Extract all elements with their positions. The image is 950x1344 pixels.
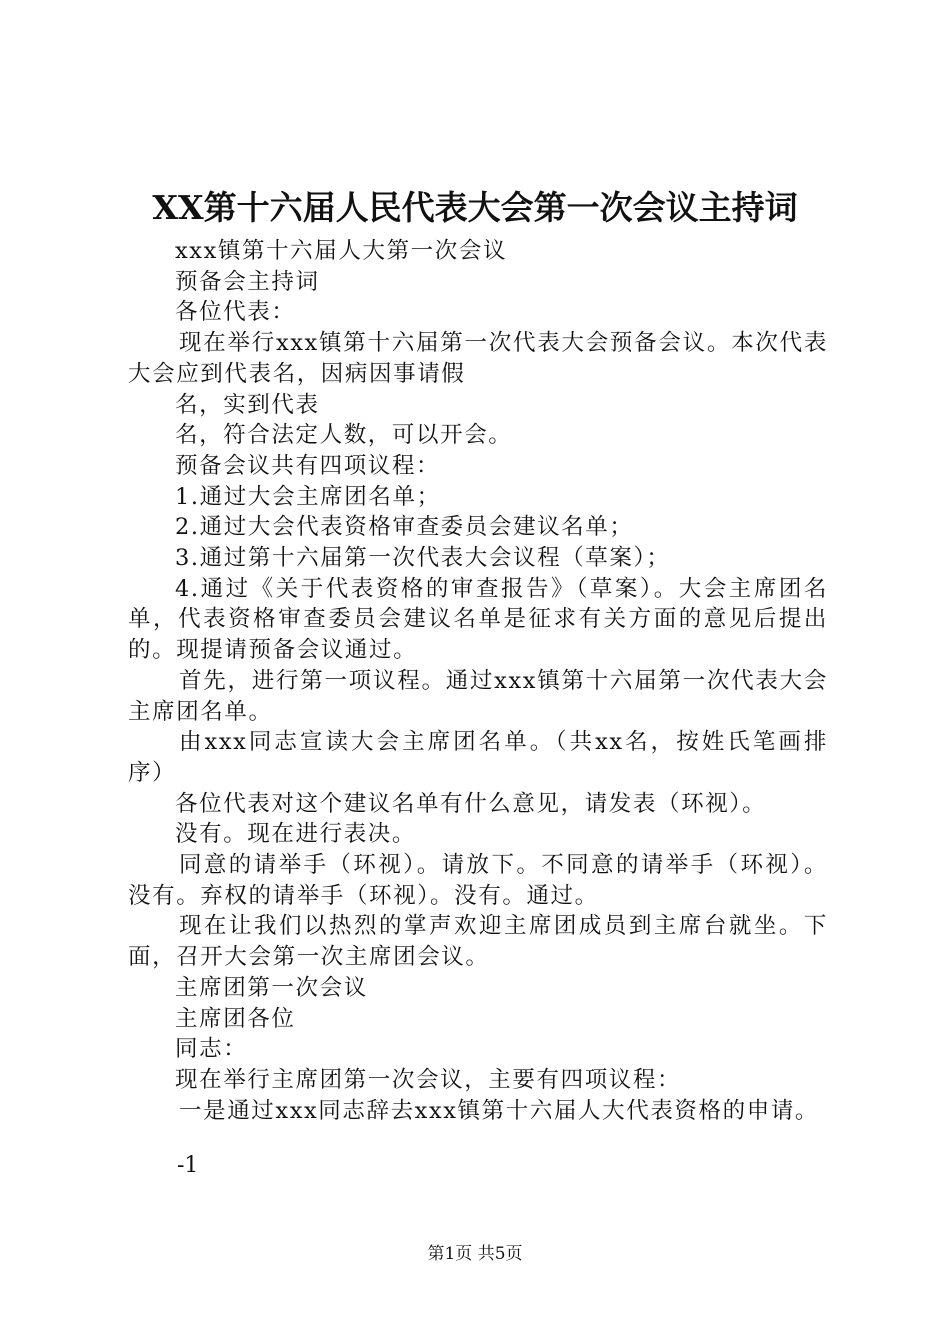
paragraph-1: xxx镇第十六届人大第一次会议 [175,238,508,264]
document-title: XX第十六届人民代表大会第一次会议主持词 [152,188,798,227]
paragraph-4: 现在举行xxx镇第十六届第一次代表大会预备会议。本次代表大会应到代表名，因病因事请假 [128,330,828,387]
paragraph-9: 2.通过大会代表资格审查委员会建议名单； [175,514,634,541]
paragraph-18: 主席团第一次会议 [175,974,368,1001]
paragraph-19: 主席团各位 [175,1005,296,1032]
document-body [128,236,828,1126]
paragraph-16: 同意的请举手（环视）。请放下。不同意的请举手（环视）。没有。弃权的请举手（环视）。没有。通过。 [128,852,828,909]
paragraph-5: 名，实到代表 [175,391,320,418]
page-footer: 第1页 共5页 [427,1244,523,1264]
paragraph-22: 一是通过xxx同志辞去xxx镇第十六届人大代表资格的申请。 [179,1097,820,1124]
page-mark: -1 [177,1153,199,1178]
paragraph-7: 预备会议共有四项议程： [175,452,441,479]
paragraph-14: 各位代表对这个建议名单有什么意见，请发表（环视）。 [175,790,767,817]
paragraph-6: 名，符合法定人数，可以开会。 [175,422,513,449]
paragraph-2: 预备会主持词 [175,268,320,295]
paragraph-21: 现在举行主席团第一次会议，主要有四项议程： [175,1066,682,1093]
paragraph-15: 没有。现在进行表决。 [175,821,417,848]
paragraph-12: 首先，进行第一项议程。通过xxx镇第十六届第一次代表大会主席团名单。 [128,667,828,725]
paragraph-10: 3.通过第十六届第一次代表大会议程（草案）； [175,545,671,572]
paragraph-20: 同志： [175,1036,248,1063]
paragraph-17: 现在让我们以热烈的掌声欢迎主席团成员到主席台就坐。下面，召开大会第一次主席团会议。 [128,913,828,971]
paragraph-13: 由xxx同志宣读大会主席团名单。（共xx名，按姓氏笔画排序） [128,729,828,786]
paragraph-8: 1.通过大会主席团名单； [175,483,441,510]
paragraph-3: 各位代表： [175,299,296,326]
paragraph-11: 4.通过《关于代表资格的审查报告》（草案）。大会主席团名单，代表资格审查委员会建议名单是征求有关方面的意见后提出的。现提请预备会议通过。 [128,575,828,664]
